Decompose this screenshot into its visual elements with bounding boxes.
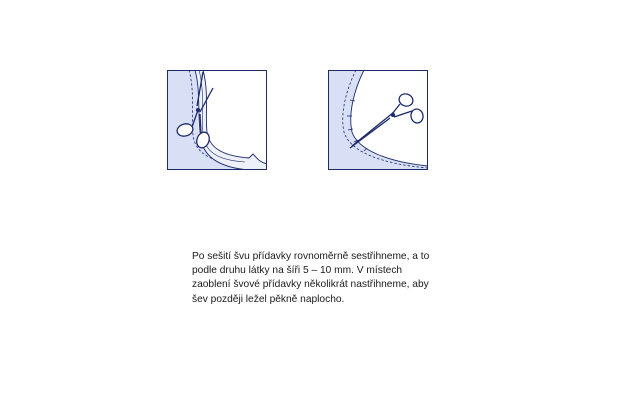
caption-line: zaoblení švové přídavky několikrát nastřihneme, aby: [192, 279, 429, 291]
caption-line: šev později ležel pěkně naplocho.: [192, 293, 345, 305]
illustration-clip-curved-seam: [328, 70, 428, 170]
instruction-caption: [192, 250, 437, 307]
caption-line: Po sešití švu přídavky rovnoměrně sestřihneme, a to: [192, 251, 430, 262]
illustration-trim-seam-allowance: [167, 70, 267, 170]
scissors-icon: [350, 92, 424, 148]
caption-line: podle druhu látky na šíři 5 – 10 mm. V místech: [192, 265, 403, 277]
